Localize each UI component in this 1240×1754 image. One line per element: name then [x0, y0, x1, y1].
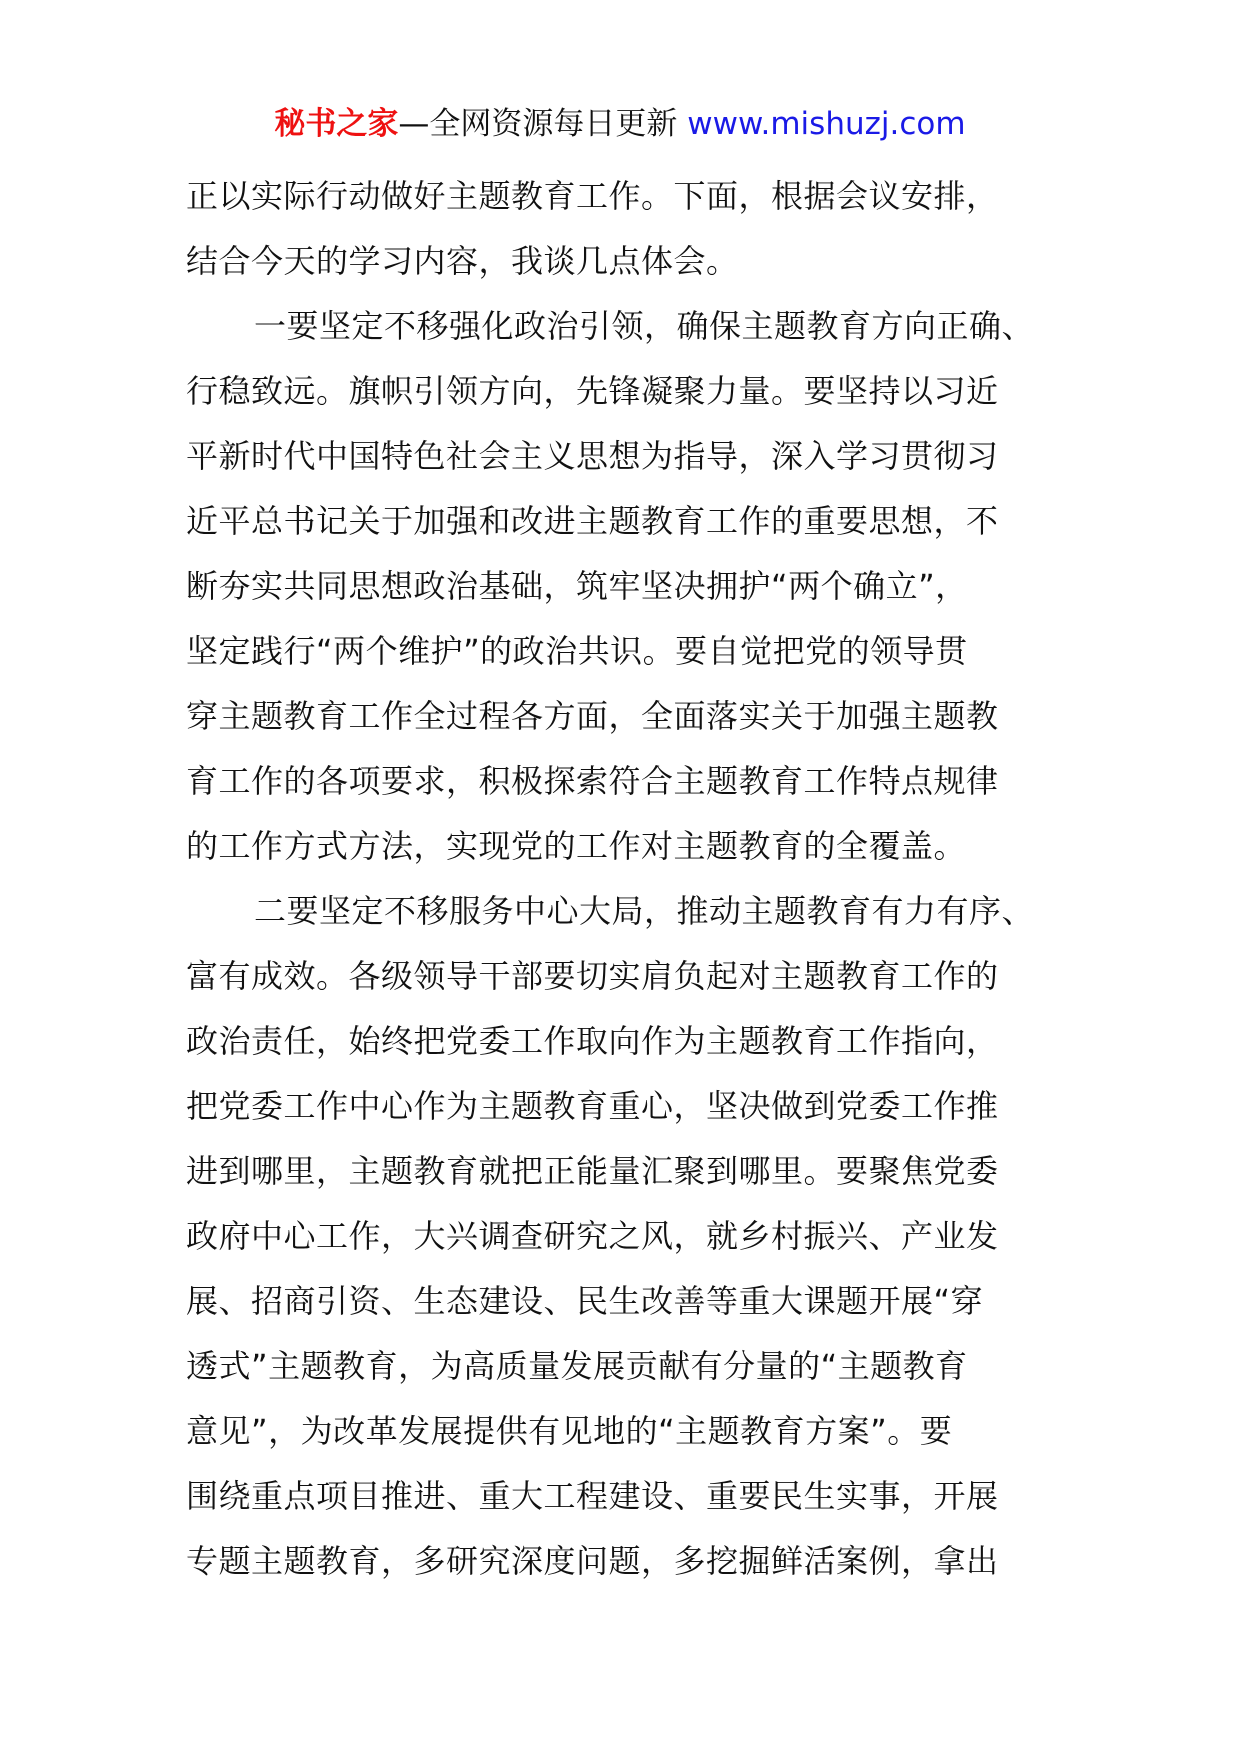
body-line: 坚定践行“两个维护”的政治共识。要自觉把党的领导贯: [186, 632, 968, 670]
paragraph-start-line: 一要坚定不移强化政治引领，确保主题教育方向正确、: [254, 307, 1035, 345]
body-line: 结合今天的学习内容，我谈几点体会。: [186, 242, 739, 280]
body-line: 穿主题教育工作全过程各方面，全面落实关于加强主题教: [186, 697, 999, 735]
body-line: 政治责任，始终把党委工作取向作为主题教育工作指向，: [186, 1022, 999, 1060]
body-line: 透式”主题教育，为高质量发展贡献有分量的“主题教育: [186, 1347, 968, 1385]
body-line: 行稳致远。旗帜引领方向，先锋凝聚力量。要坚持以习近: [186, 372, 999, 410]
body-line: 近平总书记关于加强和改进主题教育工作的重要思想，不: [186, 502, 999, 540]
page-header: [0, 102, 1240, 146]
body-line: 的工作方式方法，实现党的工作对主题教育的全覆盖。: [186, 827, 967, 865]
header-tagline: —全网资源每日更新: [398, 106, 688, 142]
body-line: 展、招商引资、生态建设、民生改善等重大课题开展“穿: [186, 1282, 984, 1320]
body-line: 把党委工作中心作为主题教育重心，坚决做到党委工作推: [186, 1087, 999, 1125]
body-line: 富有成效。各级领导干部要切实肩负起对主题教育工作的: [186, 957, 999, 995]
header-url-link[interactable]: www.mishuzj.com: [687, 106, 966, 142]
body-line: 育工作的各项要求，积极探索符合主题教育工作特点规律: [186, 762, 999, 800]
body-line: 专题主题教育，多研究深度问题，多挖掘鲜活案例，拿出: [186, 1542, 999, 1580]
body-line: 平新时代中国特色社会主义思想为指导，深入学习贯彻习: [186, 437, 999, 475]
body-line: 正以实际行动做好主题教育工作。下面，根据会议安排，: [186, 177, 999, 215]
body-line: 围绕重点项目推进、重大工程建设、重要民生实事，开展: [186, 1477, 999, 1515]
body-line: 断夯实共同思想政治基础，筑牢坚决拥护“两个确立”，: [186, 567, 968, 605]
document-body: [186, 164, 1056, 1594]
body-line: 政府中心工作，大兴调查研究之风，就乡村振兴、产业发: [186, 1217, 999, 1255]
header-brand: 秘书之家: [274, 106, 399, 142]
paragraph-start-line: 二要坚定不移服务中心大局，推动主题教育有力有序、: [254, 892, 1035, 930]
body-line: 进到哪里，主题教育就把正能量汇聚到哪里。要聚焦党委: [186, 1152, 999, 1190]
body-line: 意见”，为改革发展提供有见地的“主题教育方案”。要: [186, 1412, 953, 1450]
